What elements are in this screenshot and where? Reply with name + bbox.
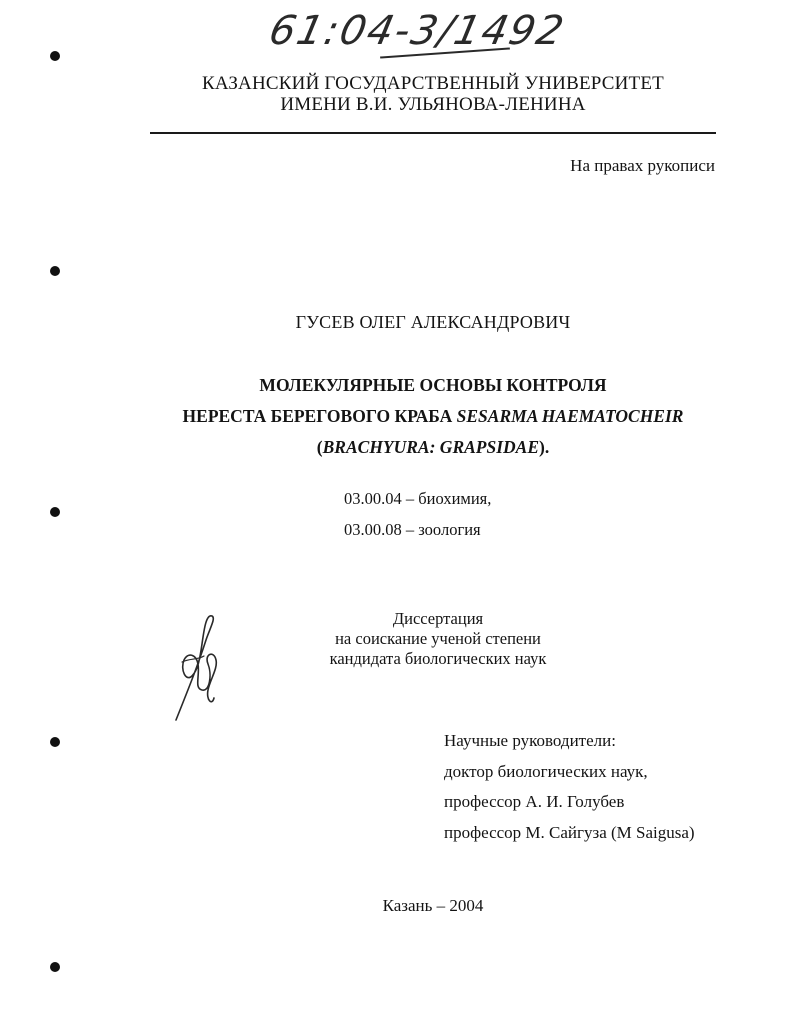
- handwritten-signature: [168, 610, 228, 722]
- dissertation-title: [130, 370, 736, 463]
- title-line-2: [130, 401, 736, 432]
- binder-hole: [50, 962, 60, 972]
- binder-hole: [50, 266, 60, 276]
- university-line-2: ИМЕНИ В.И. УЛЬЯНОВА-ЛЕНИНА: [280, 94, 586, 115]
- city-year: Казань – 2004: [382, 896, 484, 915]
- title-line-3: [130, 432, 736, 463]
- university-line-1: КАЗАНСКИЙ ГОСУДАРСТВЕННЫЙ УНИВЕРСИТЕТ: [202, 73, 664, 94]
- thesis-line-1: Диссертация: [392, 609, 484, 628]
- thesis-description: [240, 609, 636, 669]
- supervisor-degree: доктор биологических наук,: [444, 761, 648, 781]
- thesis-line-3: кандидата биологических наук: [329, 649, 547, 668]
- title-species-name: SESARMA HAEMATOCHEIR: [456, 406, 684, 426]
- title-line-1: МОЛЕКУЛЯРНЫЕ ОСНОВЫ КОНТРОЛЯ: [259, 375, 607, 395]
- supervisors-heading: Научные руководители:: [444, 731, 616, 750]
- title-line-2-regular: НЕРЕСТА БЕРЕГОВОГО КРАБА: [182, 406, 457, 426]
- author-name: ГУСЕВ ОЛЕГ АЛЕКСАНДРОВИЧ: [295, 312, 571, 332]
- binder-hole: [50, 51, 60, 61]
- manuscript-rights-note: На правах рукописи: [570, 156, 715, 175]
- scientific-supervisors: [444, 726, 695, 848]
- title-close-paren: ).: [539, 437, 550, 457]
- binder-hole: [50, 507, 60, 517]
- handwritten-archive-number: 61:04-3/1492: [265, 8, 570, 54]
- title-taxon: BRACHYURA: GRAPSIDAE: [322, 437, 539, 457]
- thesis-line-2: на соискание ученой степени: [335, 629, 541, 648]
- title-open-paren: (: [316, 437, 323, 457]
- header-divider: [150, 132, 716, 134]
- specialty-biochemistry: 03.00.04 – биохимия,: [344, 489, 492, 508]
- university-header: [150, 73, 716, 115]
- specialty-zoology: 03.00.08 – зоология: [344, 520, 481, 539]
- supervisor-golubev: профессор А. И. Голубев: [444, 792, 625, 811]
- binder-hole: [50, 737, 60, 747]
- supervisor-saigusa: профессор М. Сайгуза (M Saigusa): [444, 822, 695, 842]
